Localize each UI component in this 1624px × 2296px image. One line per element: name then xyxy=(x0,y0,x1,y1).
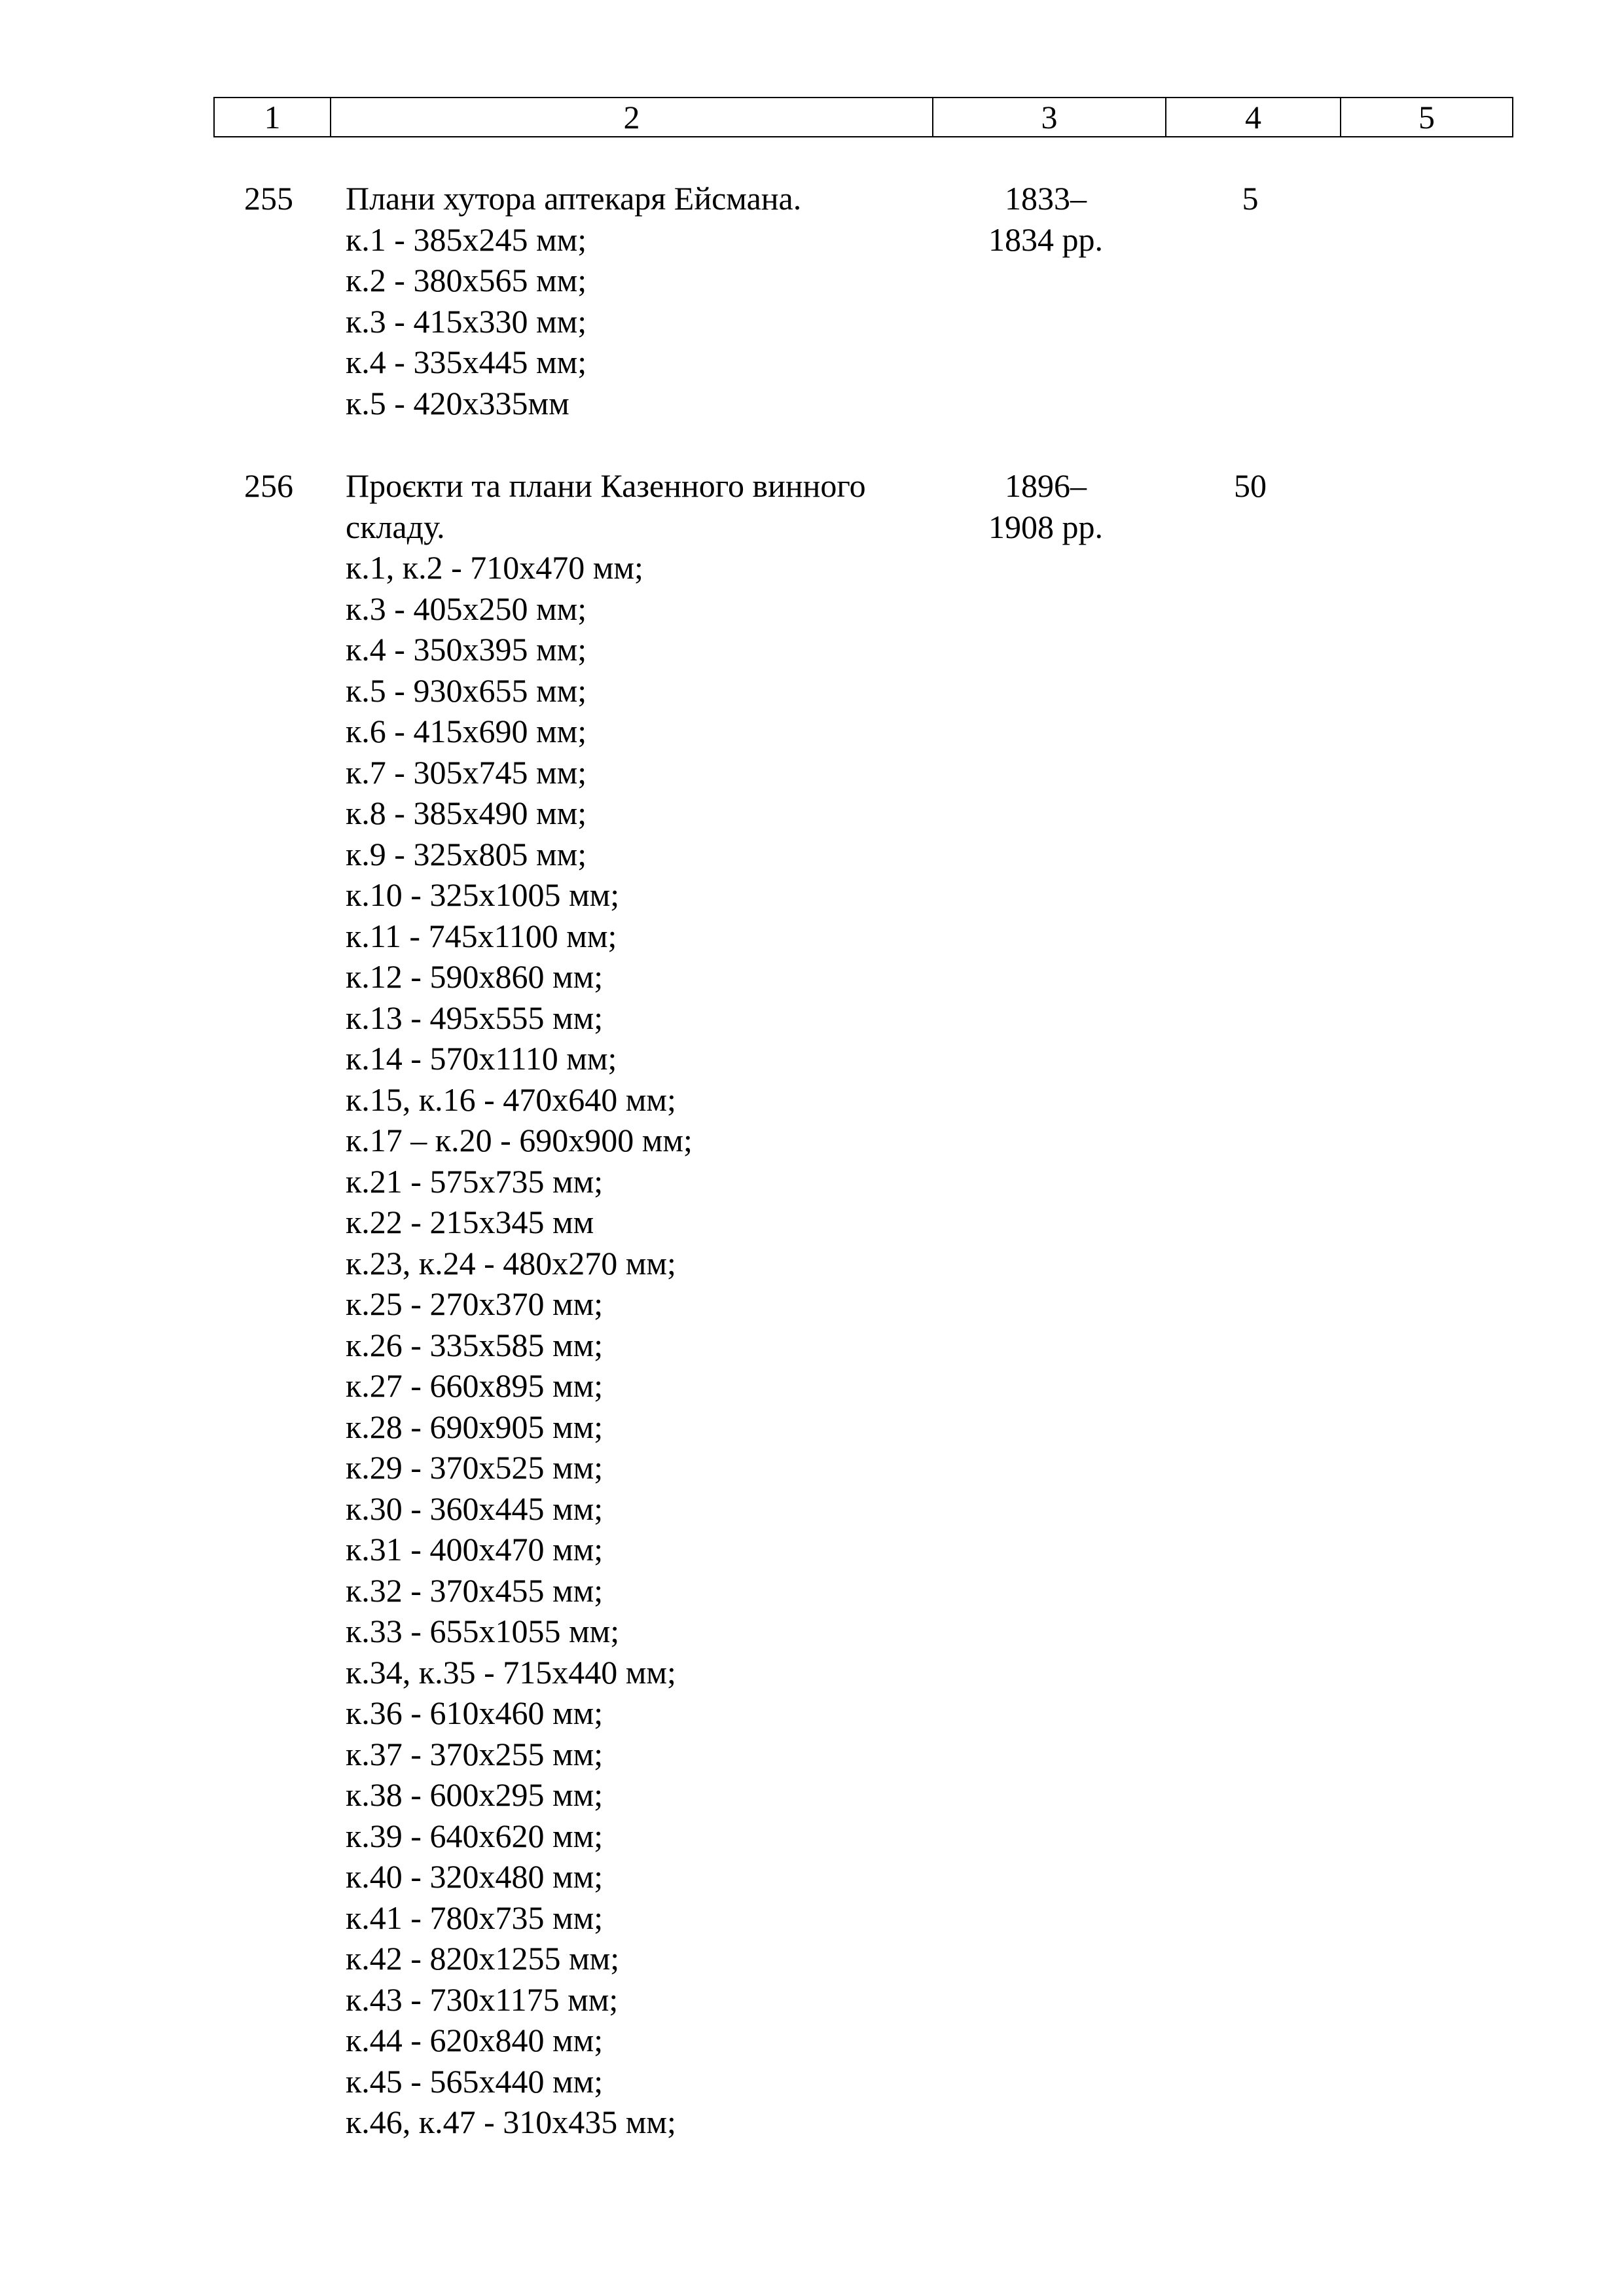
record-date-line: 1908 рр. xyxy=(988,508,1103,545)
sheet-dimension-item: к.44 - 620х840 мм; xyxy=(346,2022,604,2058)
column-header-4: 4 xyxy=(1166,98,1341,137)
record-number: 255 xyxy=(244,180,293,217)
record-description xyxy=(346,465,928,2143)
sheet-dimension-item: к.2 - 380х565 мм; xyxy=(346,262,587,298)
sheet-dimension-item: к.28 - 690х905 мм; xyxy=(346,1408,604,1445)
sheet-dimension-item: к.3 - 405х250 мм; xyxy=(346,590,587,627)
sheet-dimension-item: к.5 - 930х655 мм; xyxy=(346,672,587,709)
sheet-dimension-item: к.11 - 745х1100 мм; xyxy=(346,917,617,954)
sheet-dimension-item: к.13 - 495х555 мм; xyxy=(346,999,604,1036)
sheet-dimension-item: к.32 - 370х455 мм; xyxy=(346,1571,604,1609)
sheet-dimension-item: к.4 - 350х395 мм; xyxy=(346,631,587,668)
sheet-dimension-item: к.31 - 400х470 мм; xyxy=(346,1531,604,1568)
sheet-dimension-item: к.34, к.35 - 715х440 мм; xyxy=(346,1653,676,1691)
record-date-line: 1896– xyxy=(1005,467,1087,504)
record-date-line: 1834 рр. xyxy=(988,221,1103,258)
sheet-dimension-item: к.33 - 655х1055 мм; xyxy=(346,1613,620,1649)
sheet-dimension-item: к.41 - 780х735 мм; xyxy=(346,1899,604,1936)
column-header-2: 2 xyxy=(331,98,933,137)
record-title-line: складу. xyxy=(346,508,445,545)
sheet-dimension-item: к.1 - 385х245 мм; xyxy=(346,221,587,258)
sheet-dimension-item: к.36 - 610х460 мм; xyxy=(346,1695,604,1731)
sheet-dimension-item: к.29 - 370х525 мм; xyxy=(346,1449,604,1486)
sheet-dimension-item: к.8 - 385х490 мм; xyxy=(346,795,587,831)
sheet-dimension-item: к.40 - 320х480 мм; xyxy=(346,1858,604,1895)
record-date-range xyxy=(949,178,1142,260)
sheet-dimension-item: к.46, к.47 - 310х435 мм; xyxy=(346,2104,676,2140)
sheet-dimension-item: к.37 - 370х255 мм; xyxy=(346,1735,604,1772)
column-header-1: 1 xyxy=(214,98,331,137)
sheet-dimension-item: к.3 - 415х330 мм; xyxy=(346,302,587,340)
sheet-dimension-item: к.38 - 600х295 мм; xyxy=(346,1776,604,1813)
sheet-dimension-item: к.17 – к.20 - 690х900 мм; xyxy=(346,1122,693,1158)
sheet-dimension-item: к.27 - 660х895 мм; xyxy=(346,1367,604,1404)
record-sheet-count: 5 xyxy=(1242,180,1259,217)
sheet-dimension-item: к.22 - 215х345 мм xyxy=(346,1204,594,1240)
sheet-dimension-item: к.5 - 420х335мм xyxy=(346,384,569,422)
sheet-dimension-item: к.21 - 575х735 мм; xyxy=(346,1162,604,1200)
sheet-dimension-item: к.30 - 360х445 мм; xyxy=(346,1490,604,1527)
sheet-dimension-item: к.42 - 820х1255 мм; xyxy=(346,1940,620,1977)
record-number: 256 xyxy=(244,467,293,504)
sheet-dimension-item: к.7 - 305х745 мм; xyxy=(346,753,587,791)
record-description xyxy=(346,178,928,423)
sheet-dimension-item: к.4 - 335х445 мм; xyxy=(346,344,587,380)
sheet-dimension-item: к.15, к.16 - 470х640 мм; xyxy=(346,1081,676,1118)
sheet-dimension-item: к.39 - 640х620 мм; xyxy=(346,1817,604,1854)
sheet-dimension-item: к.23, к.24 - 480х270 мм; xyxy=(346,1244,676,1282)
sheet-dimension-item: к.10 - 325х1005 мм; xyxy=(346,876,620,913)
record-title-line: Проєкти та плани Казенного винного xyxy=(346,467,866,504)
sheet-dimension-item: к.43 - 730х1175 мм; xyxy=(346,1981,619,2018)
sheet-dimension-item: к.6 - 415х690 мм; xyxy=(346,713,587,749)
record-date-range xyxy=(949,465,1142,547)
sheet-dimension-item: к.9 - 325х805 мм; xyxy=(346,835,587,872)
sheet-dimension-item: к.12 - 590х860 мм; xyxy=(346,958,604,995)
sheet-dimension-item: к.45 - 565х440 мм; xyxy=(346,2062,604,2100)
sheet-dimension-item: к.26 - 335х585 мм; xyxy=(346,1326,604,1363)
record-title-line: Плани хутора аптекаря Ейсмана. xyxy=(346,180,802,217)
column-header-row xyxy=(214,98,1513,137)
column-header-3: 3 xyxy=(933,98,1166,137)
sheet-dimension-item: к.14 - 570х1110 мм; xyxy=(346,1040,617,1077)
column-header-5: 5 xyxy=(1341,98,1513,137)
record-sheet-count: 50 xyxy=(1234,467,1267,504)
sheet-dimension-item: к.25 - 270х370 мм; xyxy=(346,1285,604,1322)
record-date-line: 1833– xyxy=(1005,180,1087,217)
sheet-dimension-item: к.1, к.2 - 710х470 мм; xyxy=(346,549,643,586)
column-header-table xyxy=(213,97,1513,137)
